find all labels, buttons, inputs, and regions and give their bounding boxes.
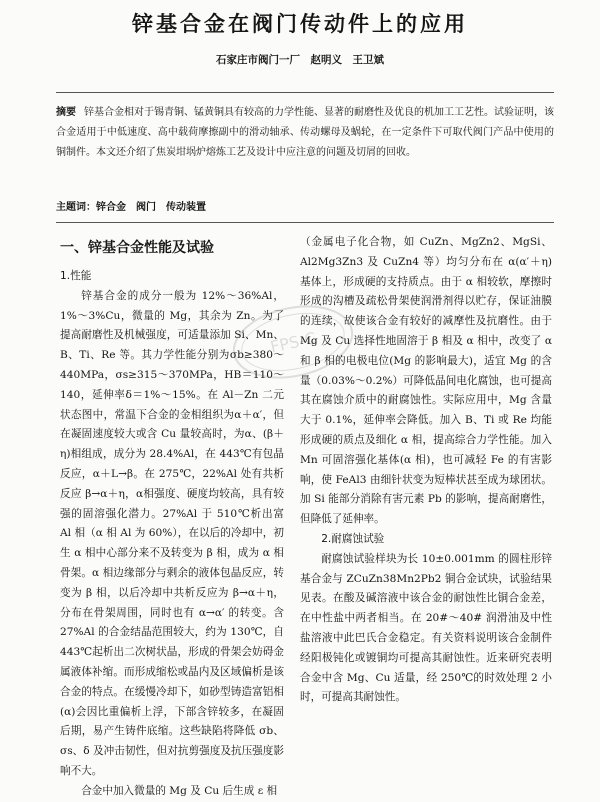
right-paragraph-1: （金属电子化合物，如 CuZn、MgZn2、MgSi、Al2Mg3Zn3 及 CuZn4 等）均匀分布在 α(α′＋η) 基体上，形成硬的支持质点。由于 α 相较软，摩擦时形成的沟槽及疏松骨架使润滑剂得以贮存，保证油膜的连续，故使该合金有较好的减摩性及抗磨性。由于 Mg 及 Cu 选择性地固溶于 β 相及 α 相中，改变了 α 和 β 相的电极电位(Mg 的影响最大)，适宜 Mg 的含量（0.03%～0.2%）可降低晶间电化腐蚀，也可提高其在腐蚀介质中的耐腐蚀性。实际应用中，Mg 含量大于 0.1%，延伸率会降低。加入 B、Ti 或 Re 均能形成硬的质点及细化 α 相，提高综合力学性能。加入 Mn 可固溶强化基体(α 相)，也可减轻 Fe 的有害影响，使 FeAl3 由细针状变为短棒状甚至成为球团状。加 Si 能部分消除有害元素 Pb 的影响，提高耐磨性，但降低了延伸率。 <box>300 236 552 526</box>
right-paragraph-2: 耐腐蚀试验样块为长 10±0.001mm 的圆柱形锌基合金与 ZCuZn38Mn2Pb2 铜合金试块，试验结果见表。在酸及碱溶液中该合金的耐蚀性比铜合金差，在中性盐中两者相当。在 20#～40# 润滑油及中性盐溶液中此巴氏合金稳定。有关资料说明该合金制件经阳极钝化或镀铜均可提高其耐蚀性。近来研究表明合金中含 Mg、Cu 适量，经 250℃的时效处理 2 小时，可提高其耐蚀性。 <box>300 552 552 704</box>
section-1-title: 一、锌基合金性能及试验 <box>60 240 214 256</box>
left-paragraph-1: 锌基合金的成分一般为 12%～36%Al，1%～3%Cu，微量的 Mg，其余为 Zn。为了提高耐磨性及机械强度，可适量添加 Si、Mn、B、Ti、Re 等。其力学性能分别为σb≥380～440MPa，σs≥315～370MPa，HB＝110～140，延伸率δ＝1%～15%。在 Al－Zn 二元状态图中，常温下合金的金相组织为α＋α′，但在凝固速度较大或含 Cu 量较高时，为α、(β＋η)相组成，成分为 28.4%Al，在 443℃有包晶反应，α＋L→β。在 275℃，22%Al 处有共析反应 β→α＋η，α相强度、硬度均较高，具有较强的固溶强化潜力。27%Al 于 510℃析出富 Al 相（α 相 Al 为 60%），在以后的冷却中，初生 α 相中心部分来不及转变为 β 相，成为 α 相骨架。α 相边缘部分与剩余的液体包晶反应，转变为 β 相，以后冷却中共析反应为 β→α＋η，分布在骨架周围，同时也有 α→α′ 的转变。含 27%Al 的合金结晶范围较大，约为 130℃，自 443℃起析出二次树状晶，形成的骨架会妨碍金属液体补缩。而形成缩松或晶内及区域偏析是该合金的特点。在缓慢冷却下，如砂型铸造富铝相(α)会因比重偏析上浮，下部含锌较多，在凝固后期，易产生铸件底缩。这些缺陷将降低 σb、σs、δ 及冲击韧性，但对抗剪强度及抗压强度影响不大。 <box>60 289 284 777</box>
subsection-1-title: 1.性能 <box>60 270 92 282</box>
keywords: 主题词：锌合金 阀门 传动装置 <box>56 202 206 213</box>
subsection-2-title: 2.耐腐蚀试验 <box>321 532 385 545</box>
left-column <box>60 233 284 802</box>
stamp-text: FPS-C <box>268 328 318 357</box>
paper-authors: 石家庄市阀门一厂 赵明义 王卫斌 <box>216 54 384 66</box>
top-divider <box>56 92 554 93</box>
abstract-text: 锌基合金相对于锡青铜、锰黄铜具有较高的力学性能、显著的耐磨性及优良的机加工工艺性。试验证明，该合金适用于中低速度、高中载荷摩擦副中的滑动轴承、传动螺母及蜗轮，在一定条件下可取代阀门产品中使用的铜制件。本文还介绍了焦炭坩埚炉熔炼工艺及设计中应注意的问题及切屑的回收。 <box>56 107 554 158</box>
abstract-block <box>56 103 554 163</box>
paper-title: 锌基合金在阀门传动件上的应用 <box>132 12 468 36</box>
abstract-label: 摘要 <box>56 107 76 118</box>
bottom-divider <box>56 222 554 223</box>
left-paragraph-2: 合金中加入微量的 Mg 及 Cu 后生成 ε 相 <box>81 784 278 797</box>
right-column <box>300 233 552 708</box>
